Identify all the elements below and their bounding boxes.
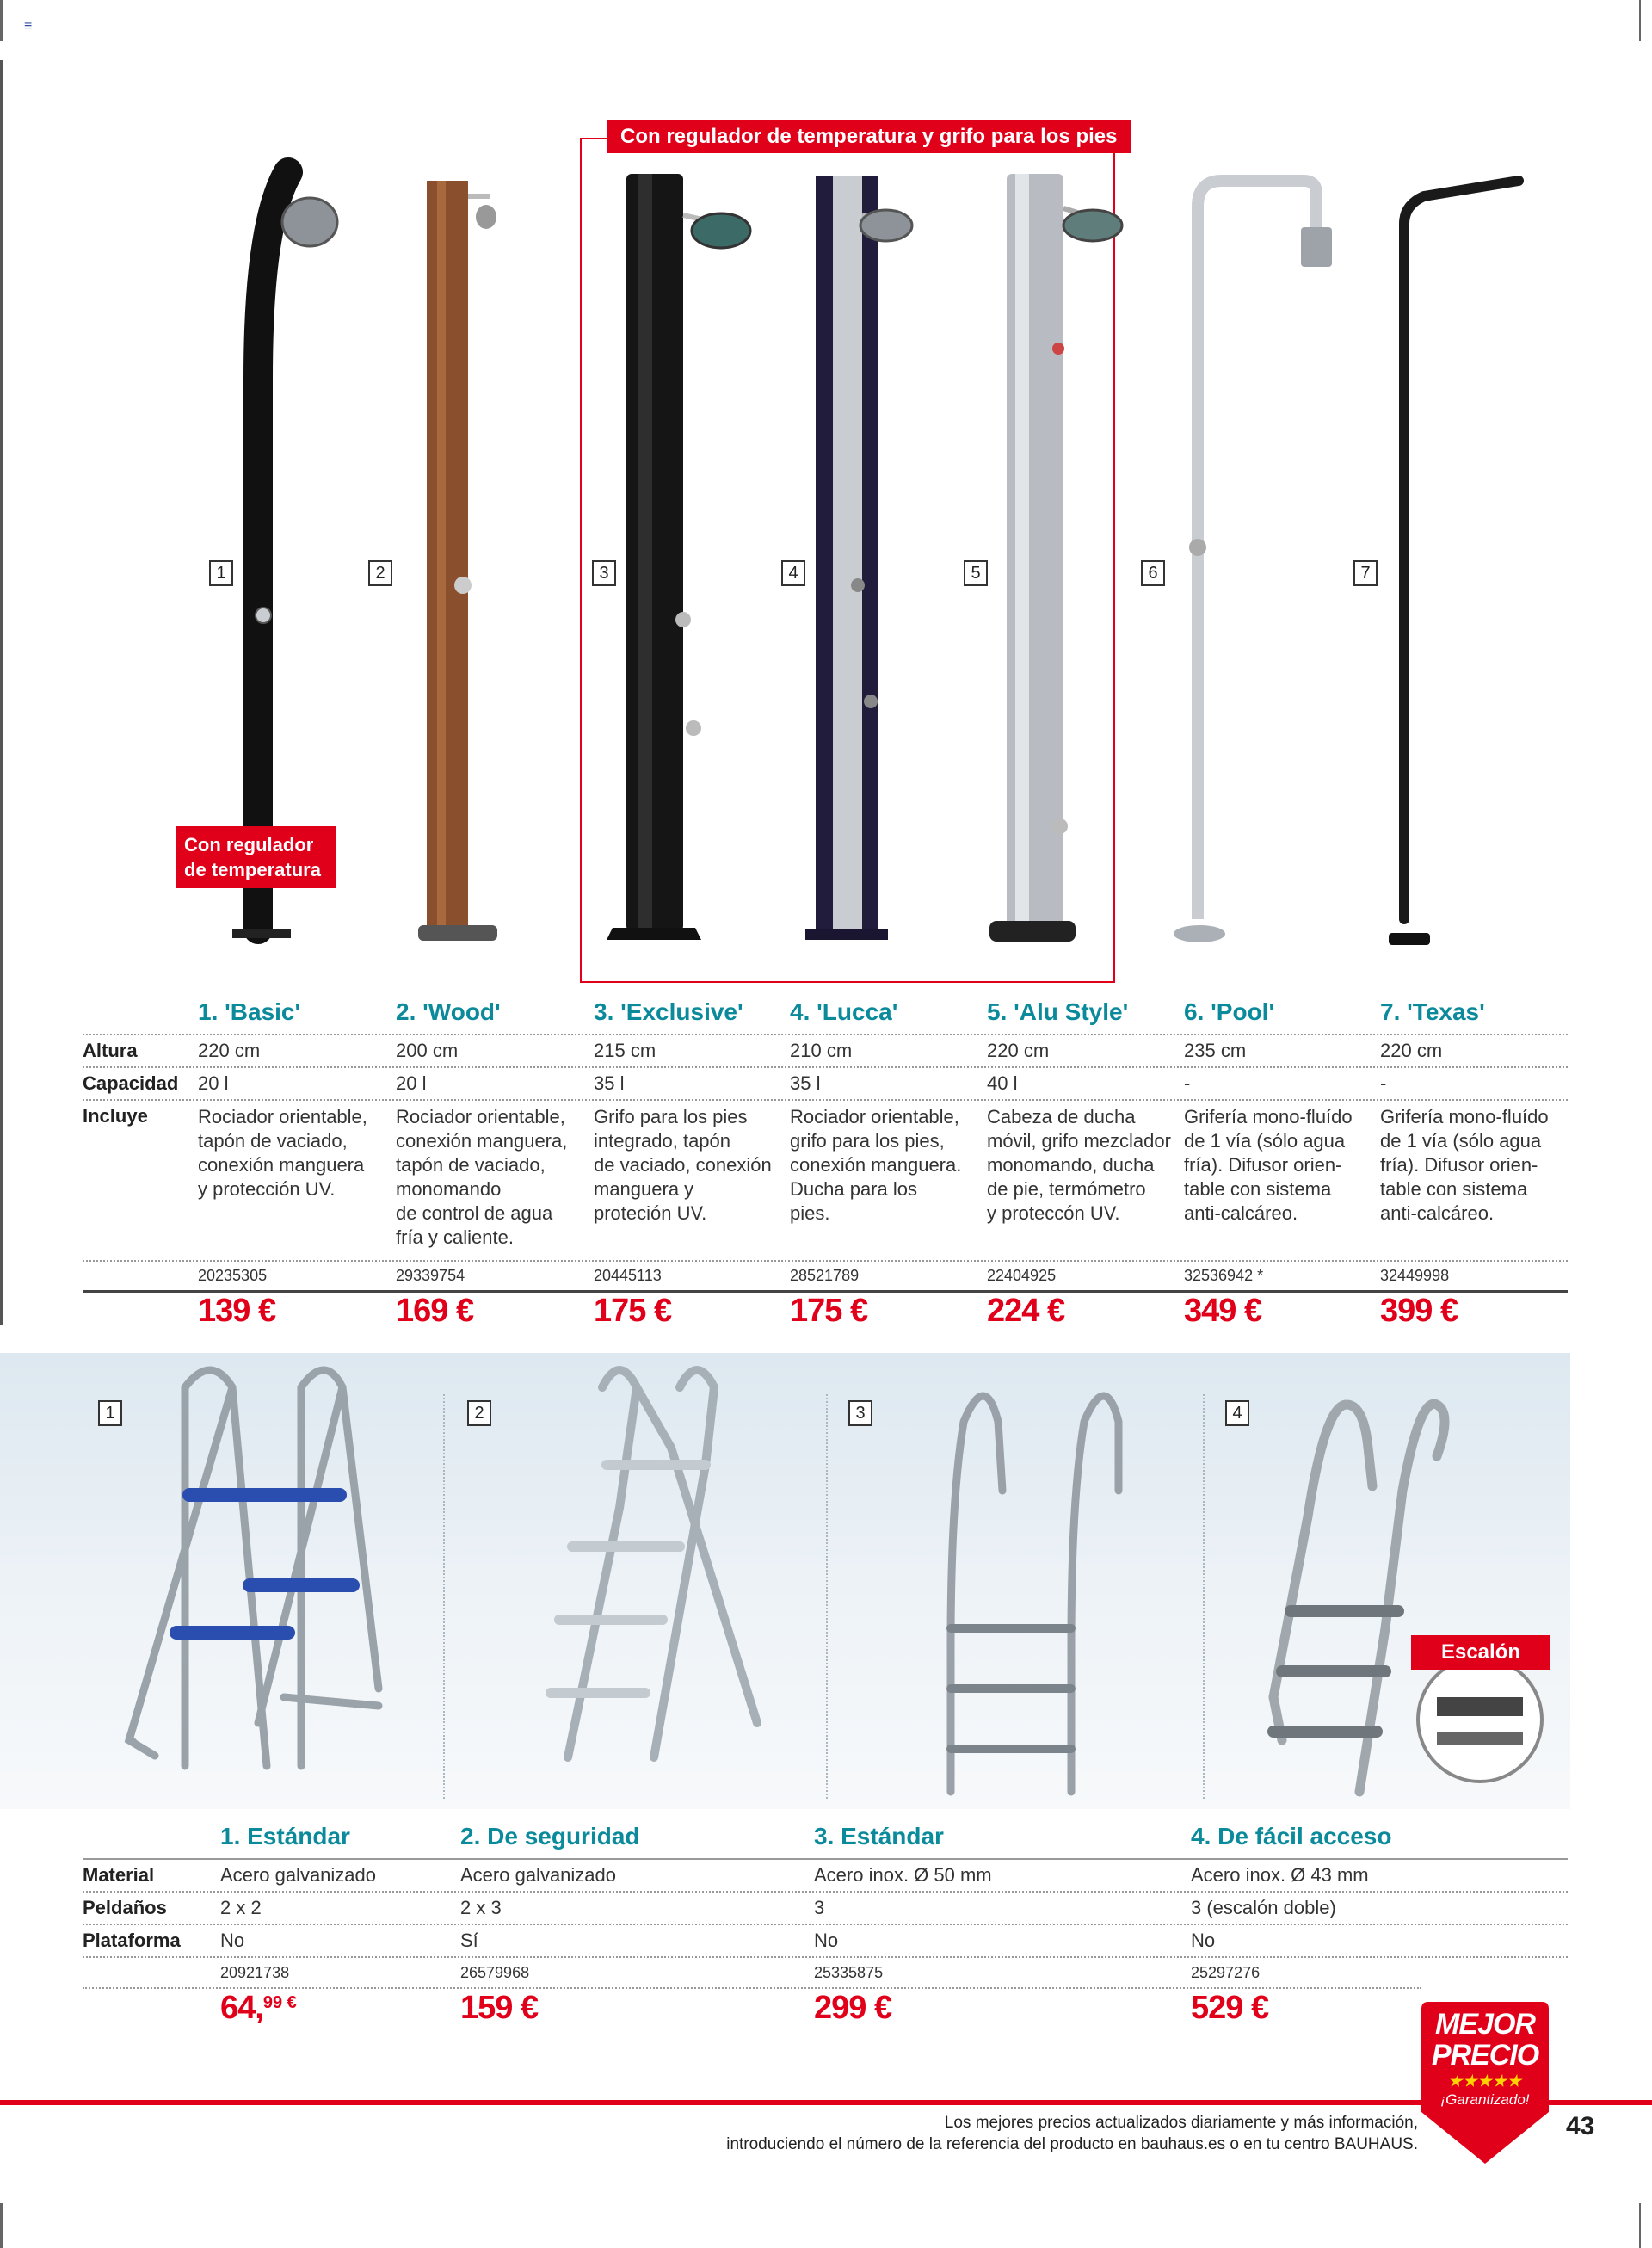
cell-includes: Grifo para los pies integrado, tapón de vaciado, conexión manguera y proteción UV. (594, 1106, 772, 1224)
shower-name-6: 6. 'Pool' (1184, 998, 1275, 1025)
reference-number: 25335875 (814, 1964, 884, 1981)
badge-stars: ★★★★★ (1448, 2072, 1522, 2090)
crop-mark (0, 2203, 3, 2248)
badge-line-1: MEJOR (1435, 2008, 1535, 2041)
shower-exclusive-image (607, 174, 750, 940)
footer-note (726, 2112, 1418, 2155)
cell-steps: 3 (escalón doble) (1191, 1897, 1336, 1918)
cell-capacity: - (1380, 1072, 1387, 1094)
price: 175 € (790, 1293, 868, 1329)
ladder-stainless-standard-image (951, 1396, 1119, 1792)
reference-number: 32536942 * (1184, 1267, 1264, 1284)
shower-name-3: 3. 'Exclusive' (594, 998, 743, 1025)
ladder-number-3: 3 (848, 1400, 872, 1426)
badge-line-3: ¡Garantizado! (1440, 2091, 1530, 2108)
cell-platform: Sí (460, 1930, 478, 1951)
footer-line: Los mejores precios actualizados diariamente y más información, (944, 2114, 1418, 2132)
shower-number-1: 1 (209, 560, 233, 586)
shower-name-2: 2. 'Wood' (396, 998, 501, 1025)
cell-height: 220 cm (198, 1040, 261, 1061)
shower-name-5: 5. 'Alu Style' (987, 998, 1129, 1025)
cell-height: 215 cm (594, 1040, 656, 1061)
reference-number: 20445113 (594, 1267, 662, 1284)
footer-rule (0, 2100, 1652, 2105)
price: 349 € (1184, 1293, 1262, 1329)
basic-temperature-callout: Con regulador de temperatura (176, 826, 336, 888)
price: 139 € (198, 1293, 276, 1329)
cell-steps: 3 (814, 1897, 825, 1918)
table-divider (83, 1260, 1568, 1262)
cell-height: 200 cm (396, 1040, 459, 1061)
cell-material: Acero inox. Ø 43 mm (1191, 1864, 1369, 1886)
price: 299 € (814, 1990, 892, 2026)
badge-line-2: PRECIO (1431, 2039, 1539, 2072)
ladder-number-4: 4 (1225, 1400, 1249, 1426)
reference-number: 26579968 (460, 1964, 530, 1981)
reference-number: 25297276 (1191, 1964, 1261, 1981)
cell-height: 220 cm (1380, 1040, 1443, 1061)
cell-includes: Rociador orientable, grifo para los pies, conexión manguera. Ducha para los pies. (790, 1106, 962, 1224)
reference-number: 28521789 (790, 1267, 860, 1284)
cell-height: 235 cm (1184, 1040, 1247, 1061)
cell-includes: Grifería mono-fluído de 1 vía (sólo agua fría). Difusor orien- table con sistema anti-calcáreo. (1380, 1106, 1549, 1224)
price: 169 € (396, 1293, 474, 1329)
double-step-callout: Escalón doble (1411, 1635, 1550, 1670)
shower-texas-image (1389, 181, 1519, 945)
cell-capacity: 20 l (198, 1072, 229, 1094)
price: 529 € (1191, 1990, 1269, 2026)
reference-number: 29339754 (396, 1267, 465, 1284)
crop-mark (0, 0, 3, 41)
shower-number-4: 4 (781, 560, 805, 586)
price: 64,$^{99 €}$ (220, 1990, 297, 2026)
shower-number-3: 3 (592, 560, 616, 586)
cell-material: Acero galvanizado (220, 1864, 377, 1886)
cell-capacity: 35 l (594, 1072, 625, 1094)
price-rule (83, 1987, 1421, 1989)
shower-basic-image (232, 172, 337, 938)
shower-pool-image (1174, 181, 1332, 942)
ladder-name-3: 3. Estándar (814, 1823, 944, 1850)
shower-number-7: 7 (1353, 560, 1378, 586)
table-divider (83, 1099, 1568, 1101)
reference-number: 22404925 (987, 1267, 1057, 1284)
price: 224 € (987, 1293, 1065, 1329)
cell-includes: Grifería mono-fluído de 1 vía (sólo agua fría). Difusor orien- table con sistema anti-calcáreo. (1184, 1106, 1353, 1224)
cell-capacity: 35 l (790, 1072, 821, 1094)
table-divider (83, 1956, 1568, 1958)
header-mark: ≡ (24, 19, 33, 34)
ladders-illustration (0, 1353, 1570, 1809)
crop-mark (1639, 0, 1641, 41)
row-label-includes: Incluye (83, 1105, 148, 1127)
ladder-number-2: 2 (467, 1400, 491, 1426)
table-divider (83, 1891, 1568, 1893)
cell-steps: 2 x 2 (220, 1897, 262, 1918)
cell-capacity: 20 l (396, 1072, 427, 1094)
reference-number: 20921738 (220, 1964, 290, 1981)
shower-name-1: 1. 'Basic' (198, 998, 301, 1025)
shower-number-2: 2 (368, 560, 392, 586)
cell-height: 220 cm (987, 1040, 1050, 1061)
temperature-callout: Con regulador de temperatura y grifo para los pies (607, 120, 1131, 153)
ladder-number-1: 1 (98, 1400, 122, 1426)
row-label-capacity: Capacidad (83, 1072, 179, 1094)
page-number: 43 (1566, 2112, 1595, 2140)
cell-height: 210 cm (790, 1040, 853, 1061)
table-divider (83, 1034, 1568, 1035)
price: 399 € (1380, 1293, 1458, 1329)
shower-lucca-image (805, 176, 912, 940)
shower-name-4: 4. 'Lucca' (790, 998, 898, 1025)
reference-number: 20235305 (198, 1267, 268, 1284)
ladder-name-1: 1. Estándar (220, 1823, 350, 1850)
cell-platform: No (220, 1930, 245, 1951)
shower-alu-style-image (989, 174, 1122, 942)
cell-material: Acero galvanizado (460, 1864, 617, 1886)
ladder-safety-image (551, 1370, 757, 1757)
table-divider (83, 1066, 1568, 1068)
table-divider (83, 1924, 1568, 1925)
price: 175 € (594, 1293, 672, 1329)
shower-number-6: 6 (1141, 560, 1165, 586)
cell-includes: Cabeza de ducha móvil, grifo mezclador monomando, ducha de pie, termómetro y proteccón UV. (987, 1106, 1171, 1224)
reference-number: 32449998 (1380, 1267, 1450, 1284)
cell-capacity: 40 l (987, 1072, 1018, 1094)
ladder-name-4: 4. De fácil acceso (1191, 1823, 1392, 1850)
row-label-height: Altura (83, 1040, 138, 1061)
crop-mark (1639, 2203, 1641, 2248)
shower-number-5: 5 (964, 560, 988, 586)
cell-steps: 2 x 3 (460, 1897, 502, 1918)
cell-platform: No (1191, 1930, 1216, 1951)
row-label-platform: Plataforma (83, 1930, 181, 1951)
cell-material: Acero inox. Ø 50 mm (814, 1864, 992, 1886)
ladder-name-2: 2. De seguridad (460, 1823, 640, 1850)
cell-capacity: - (1184, 1072, 1191, 1094)
price: 159 € (460, 1990, 539, 2026)
shower-wood-image (418, 181, 497, 941)
footer-line: introduciendo el número de la referencia del producto en bauhaus.es o en tu centro BAUHAUS. (726, 2135, 1418, 2153)
cell-includes: Rociador orientable, tapón de vaciado, conexión manguera y protección UV. (198, 1106, 367, 1200)
row-label-material: Material (83, 1864, 155, 1886)
table-divider (83, 1858, 1568, 1860)
ladder-standard-galvanized-image (129, 1370, 379, 1766)
shower-name-7: 7. 'Texas' (1380, 998, 1485, 1025)
row-label-steps: Peldaños (83, 1897, 167, 1918)
cell-includes: Rociador orientable, conexión manguera, tapón de vaciado, monomando de control de agua fría y caliente. (396, 1106, 568, 1248)
cell-platform: No (814, 1930, 839, 1951)
